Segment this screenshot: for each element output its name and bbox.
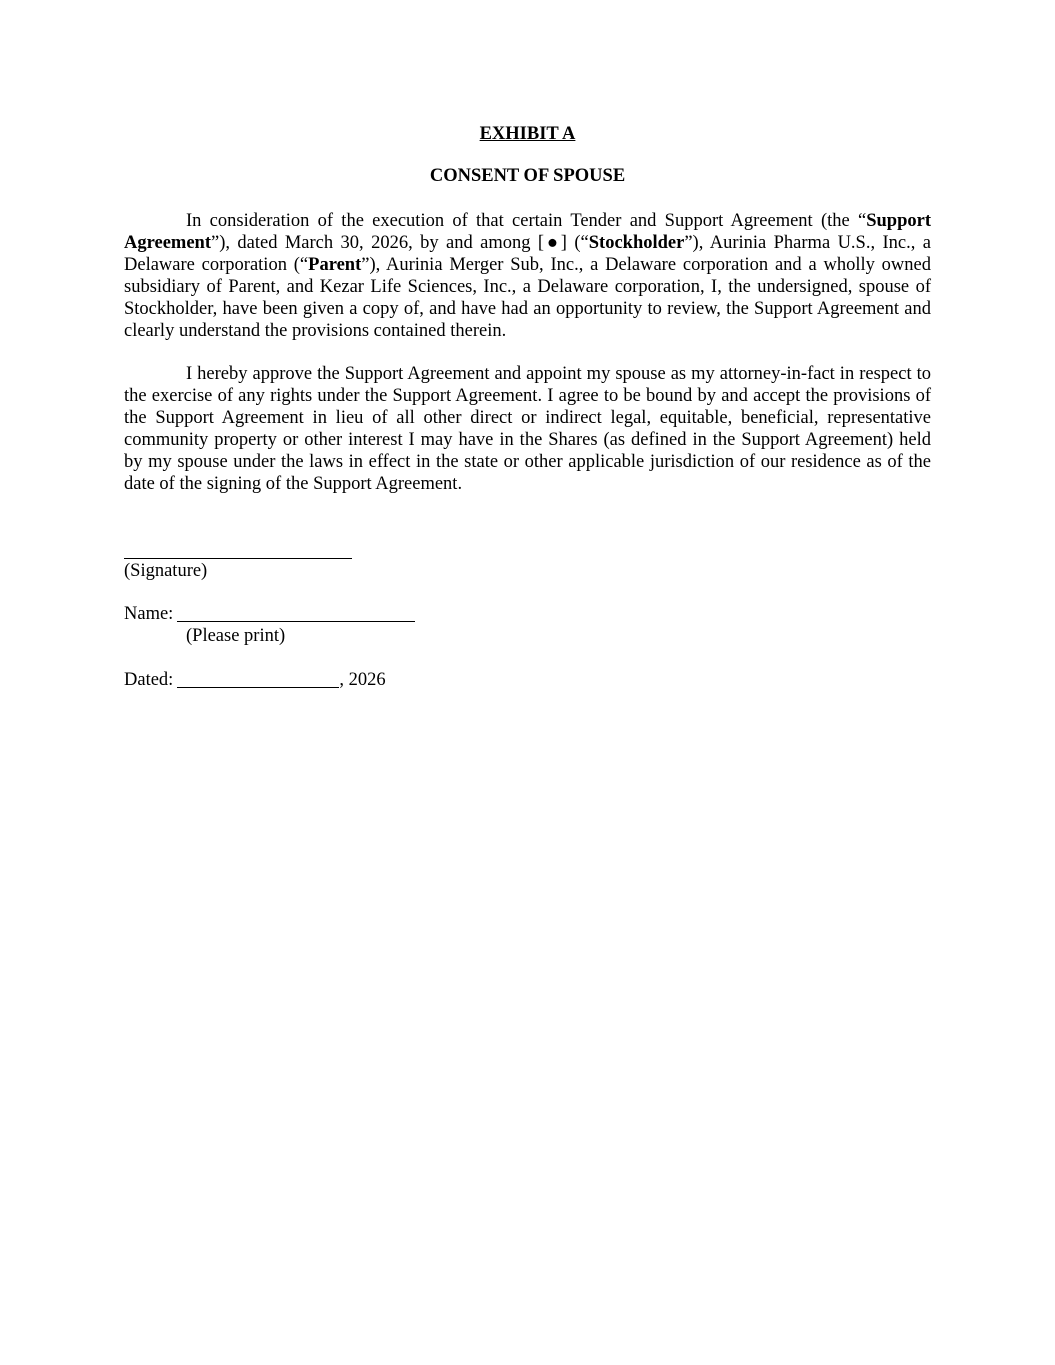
date-blank-line[interactable] [177,669,339,688]
print-note: (Please print) [186,626,286,646]
dated-label: Dated: [124,670,174,690]
para1-text-1: In consideration of the execution of that certain Tender and Support Agreement (the “ [186,211,867,231]
para1-text-4: ”), Aurinia Merger Sub, Inc., a Delaware corporation and a wholly owned subsidiary of Parent, and Kezar Life Sciences, Inc., a Delaware corporation, I, the undersigned, spouse of Stockholder, have been given a copy of, and have had an opportunity to review, the Support Agreement and clearly understand the provisions contained therein. [124,254,931,341]
name-blank-line[interactable] [177,603,415,622]
dated-year: , 2026 [339,670,386,690]
approval-paragraph: I hereby approve the Support Agreement and appoint my spouse as my attorney-in-fact in respect to the exercise of any rights under the Support Agreement. I agree to be bound by and accept the provisions of the Support Agreement in lieu of all other direct or indirect legal, equitable, beneficial, representative community property or other interest I may have in the Shares (as defined in the Support Agreement) held by my spouse under the laws in effect in the state or other applicable jurisdiction of our residence as of the date of the signing of the Support Agreement. [124,364,931,494]
para1-text-2: ”), dated March 30, 2026, by and among [●] (“ [210,232,589,253]
exhibit-heading: EXHIBIT A [479,124,576,144]
consideration-paragraph [124,211,931,342]
signature-label: (Signature) [124,561,208,581]
name-label: Name: [124,604,174,624]
signature-line[interactable] [124,540,352,559]
dated-row [124,669,386,691]
defined-term-stockholder: Stockholder [588,232,685,253]
defined-term-support-agreement: Support Agreement [124,211,931,253]
defined-term-parent: Parent [308,254,362,275]
name-row [124,603,415,625]
para1-text-3: ”), Aurinia Pharma U.S., Inc., a Delaware corporation (“ [124,232,931,275]
document-title: CONSENT OF SPOUSE [429,166,626,186]
